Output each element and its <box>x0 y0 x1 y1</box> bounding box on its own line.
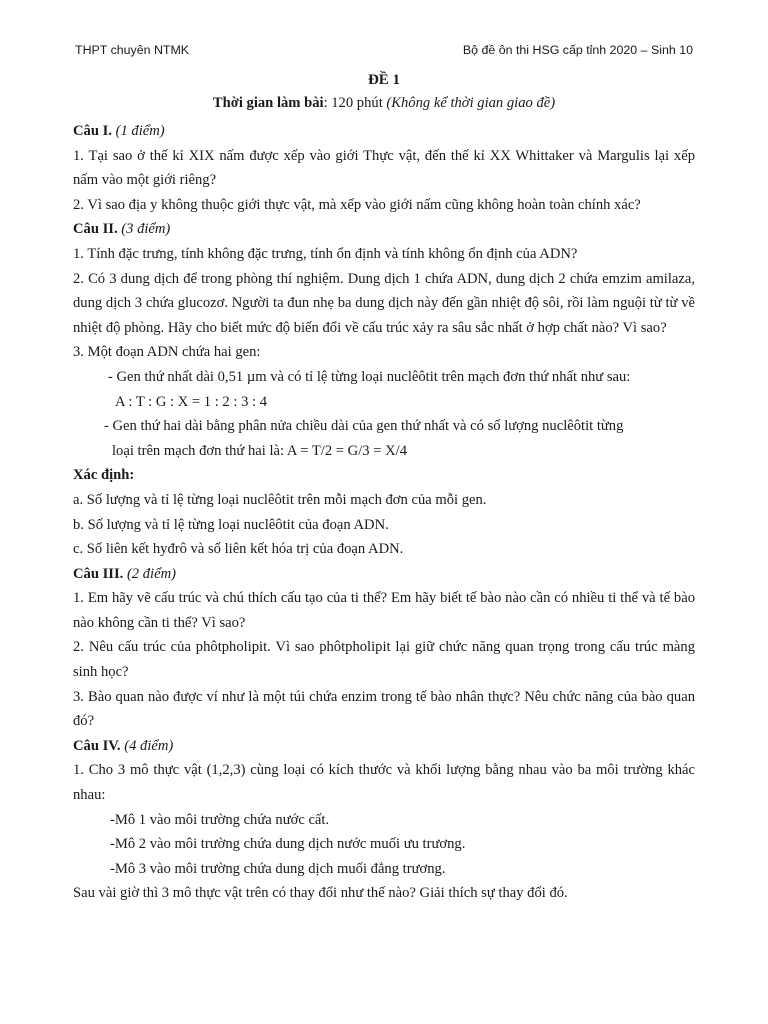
question-4-heading <box>73 734 695 759</box>
gene-1-description: - Gen thứ nhất dài 0,51 µm và có tỉ lệ từng loại nuclêôtit trên mạch đơn thứ nhất như sau: <box>108 368 631 385</box>
task-a: a. Số lượng và tỉ lệ từng loại nuclêôtit trên mỗi mạch đơn của mỗi gen. <box>73 491 487 508</box>
time-label: Thời gian làm bài <box>212 95 324 111</box>
q2-item-3: 3. Một đoạn ADN chứa hai gen: <box>73 344 261 361</box>
q2-item-2: 2. Có 3 dung dịch để trong phòng thí nghiệm. Dung dịch 1 chứa ADN, dung dịch 2 chứa emzim amilaza, dung dịch 3 chứa glucozơ. Người ta đun nhẹ ba dung dịch này đến gần nhiệt độ sôi, rồi làm nguội từ từ về nhiệt độ phòng. Hãy cho biết mức độ biến đổi về cấu trúc xảy ra sâu sắc nhất ở hợp chất nào? Vì sao? <box>73 270 695 336</box>
gene-2-ratio: loại trên mạch đơn thứ hai là: A = T/2 = G/3 = X/4 <box>112 442 407 459</box>
q3-item-1: 1. Em hãy vẽ cấu trúc và chú thích cấu tạo của ti thể? Em hãy biết tế bào nào cần có nhiều ti thể và tế bào nào không cần ti thể? Vì sao? <box>73 590 695 631</box>
exam-body <box>73 119 695 906</box>
time-value: : 120 phút <box>323 95 387 111</box>
q1-item-1: 1. Tại sao ở thế kỉ XIX nấm được xếp vào giới Thực vật, đến thế kỉ XX Whittaker và Margulis lại xếp nấm vào một giới riêng? <box>73 147 695 189</box>
environment-1: -Mô 1 vào môi trường chứa nước cất. <box>110 811 330 828</box>
question-3-label: Câu III. <box>73 565 124 582</box>
question-1-label: Câu I. <box>73 123 112 139</box>
environment-2: -Mô 2 vào môi trường chứa dung dịch nước muối ưu trương. <box>110 836 466 853</box>
question-2-points: (3 điểm) <box>117 221 171 238</box>
page-header <box>75 43 693 57</box>
task-b: b. Số lượng và tỉ lệ từng loại nuclêôtit của đoạn ADN. <box>73 516 389 533</box>
question-1-heading <box>73 119 695 144</box>
gene-2-description: - Gen thứ hai dài bằng phân nửa chiều dài của gen thứ nhất và có số lượng nuclêôtit từng <box>104 418 624 435</box>
header-school: THPT chuyên NTMK <box>75 43 190 57</box>
gene-1-ratio: A : T : G : X = 1 : 2 : 3 : 4 <box>115 393 268 410</box>
exam-time <box>0 95 768 112</box>
determine-label: Xác định: <box>73 467 135 484</box>
q2-item-1: 1. Tính đặc trưng, tính không đặc trưng, tính ổn định và tính không ổn định của ADN? <box>73 245 578 262</box>
time-note: (Không kể thời gian giao đề) <box>386 95 556 111</box>
determine-heading <box>73 463 695 488</box>
exam-title: ĐỀ 1 <box>367 72 401 88</box>
task-c: c. Số liên kết hyđrô và số liên kết hóa trị của đoạn ADN. <box>73 541 404 558</box>
q3-item-3: 3. Bào quan nào được ví như là một túi chứa enzim trong tế bào nhân thực? Nêu chức năng của bào quan đó? <box>73 688 695 730</box>
environment-3: -Mô 3 vào môi trường chứa dung dịch muối đẳng trương. <box>110 860 446 877</box>
question-3-points: (2 điểm) <box>123 565 176 582</box>
q4-conclusion: Sau vài giờ thì 3 mô thực vật trên có thay đổi như thế nào? Giải thích sự thay đổi đó. <box>73 885 568 902</box>
q3-item-2: 2. Nêu cấu trúc của phôtpholipit. Vì sao phôtpholipit lại giữ chức năng quan trọng trong cấu trúc màng sinh học? <box>73 639 695 681</box>
question-4-label: Câu IV. <box>73 737 121 754</box>
question-2-label: Câu II. <box>73 221 118 238</box>
q4-item-1: 1. Cho 3 mô thực vật (1,2,3) cùng loại có kích thước và khối lượng bằng nhau vào ba môi trường khác nhau: <box>73 762 695 804</box>
question-3-heading <box>73 562 695 587</box>
q1-item-2: 2. Vì sao địa y không thuộc giới thực vật, mà xếp vào giới nấm cũng không hoàn toàn chính xác? <box>73 196 641 213</box>
question-1-points: (1 điểm) <box>111 123 165 139</box>
header-series: Bộ đề ôn thi HSG cấp tỉnh 2020 – Sinh 10 <box>462 43 693 57</box>
question-4-points: (4 điểm) <box>120 737 174 754</box>
question-2-heading <box>73 217 695 242</box>
